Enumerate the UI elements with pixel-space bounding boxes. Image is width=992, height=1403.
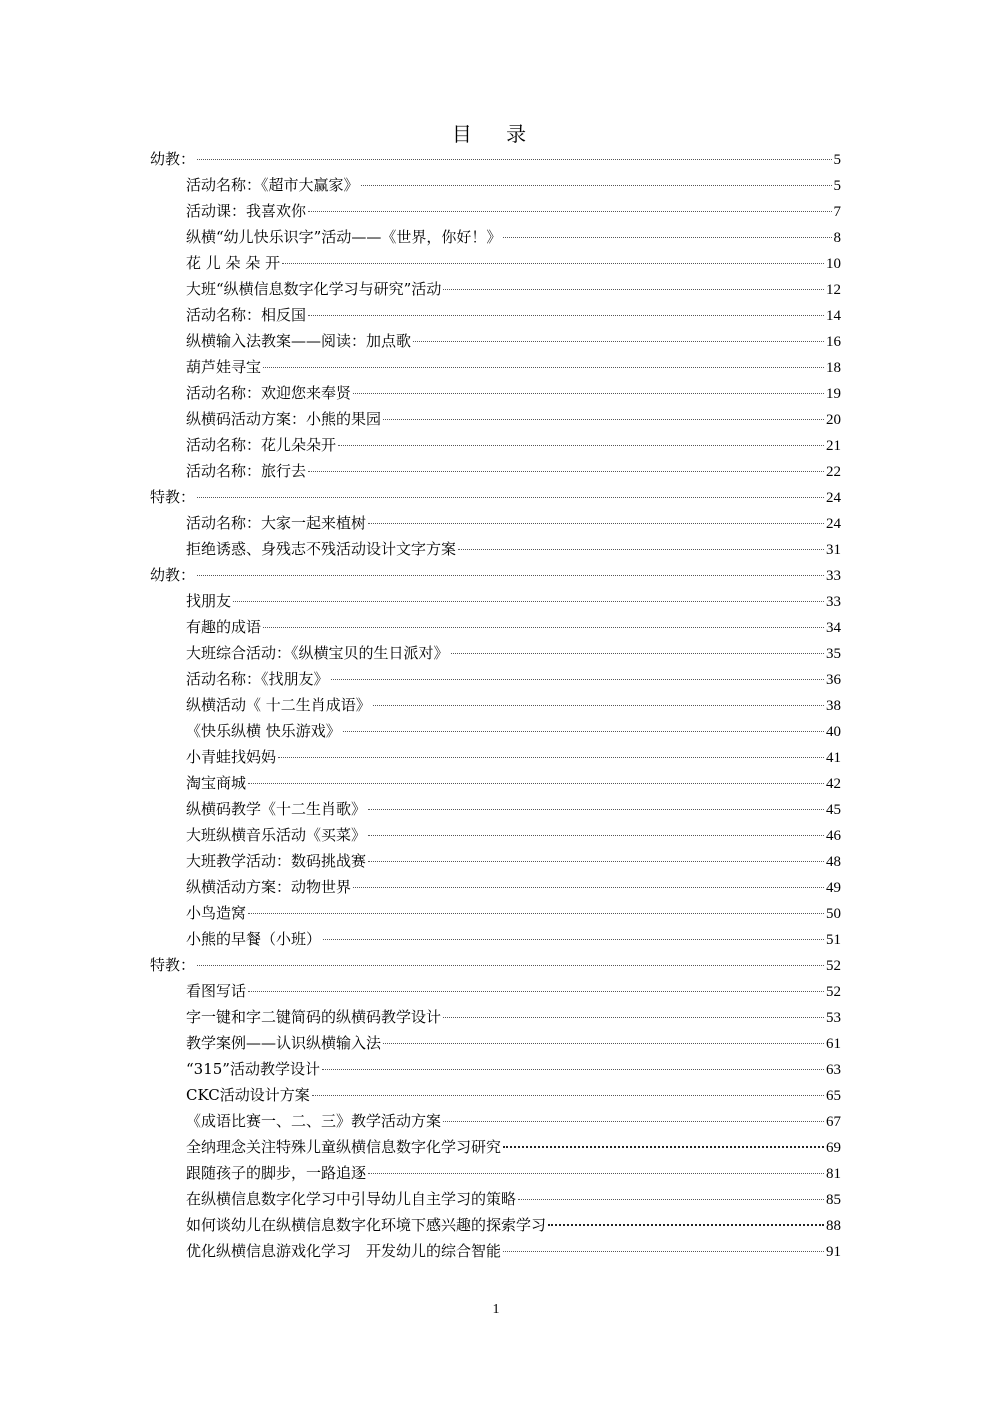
toc-entry-page: 88 bbox=[826, 1218, 841, 1234]
toc-entry[interactable] bbox=[150, 432, 841, 458]
toc-entry-page: 8 bbox=[833, 230, 841, 246]
toc-entry-text: 看图写话 bbox=[186, 982, 247, 1000]
toc-entry-page: 24 bbox=[826, 490, 841, 506]
toc-entry[interactable] bbox=[150, 302, 841, 328]
toc-dot-leader bbox=[368, 835, 824, 836]
toc-entry-text: 找朋友 bbox=[186, 592, 232, 610]
toc-entry-text: 《成语比赛一、二、三》教学活动方案 bbox=[186, 1112, 442, 1130]
toc-entry[interactable] bbox=[150, 848, 841, 874]
toc-entry[interactable] bbox=[150, 1030, 841, 1056]
toc-dot-leader bbox=[197, 497, 824, 498]
toc-dot-leader bbox=[197, 965, 824, 966]
toc-entry-text: 小熊的早餐（小班） bbox=[186, 930, 322, 948]
toc-entry[interactable] bbox=[150, 900, 841, 926]
toc-entry-page: 91 bbox=[826, 1244, 841, 1260]
toc-entry-page: 21 bbox=[826, 438, 841, 454]
toc-entry-text: 葫芦娃寻宝 bbox=[186, 358, 262, 376]
toc-section-heading[interactable] bbox=[150, 562, 841, 588]
toc-entry-page: 19 bbox=[826, 386, 841, 402]
toc-entry-text: 小鸟造窝 bbox=[186, 904, 247, 922]
toc-entry-text: 特教： bbox=[150, 488, 196, 506]
toc-dot-leader bbox=[443, 1017, 824, 1018]
toc-entry-text: 大班综合活动：《纵横宝贝的生日派对》 bbox=[186, 644, 449, 662]
toc-entry-page: 65 bbox=[826, 1088, 841, 1104]
toc-entry-text: 跟随孩子的脚步，一路追逐 bbox=[186, 1164, 367, 1182]
toc-entry-text: 活动名称：《超市大赢家》 bbox=[186, 176, 359, 194]
toc-dot-leader bbox=[322, 1069, 824, 1070]
toc-dot-leader bbox=[361, 185, 832, 186]
toc-dot-leader bbox=[248, 991, 824, 992]
toc-entry-page: 36 bbox=[826, 672, 841, 688]
toc-entry[interactable] bbox=[150, 588, 841, 614]
toc-entry[interactable] bbox=[150, 1212, 841, 1238]
toc-dot-leader bbox=[263, 367, 824, 368]
toc-entry-text: 活动名称：《找朋友》 bbox=[186, 670, 329, 688]
toc-entry-text: “315”活动教学设计 bbox=[186, 1060, 320, 1078]
toc-entry-page: 53 bbox=[826, 1010, 841, 1026]
toc-dot-leader bbox=[353, 393, 824, 394]
toc-entry-page: 42 bbox=[826, 776, 841, 792]
toc-entry-text: 字一键和字二键简码的纵横码教学设计 bbox=[186, 1008, 442, 1026]
toc-dot-leader bbox=[503, 237, 831, 238]
toc-dot-leader bbox=[278, 757, 824, 758]
toc-entry[interactable] bbox=[150, 1004, 841, 1030]
toc-entry[interactable] bbox=[150, 1186, 841, 1212]
toc-entry-page: 22 bbox=[826, 464, 841, 480]
toc-section-heading[interactable] bbox=[150, 484, 841, 510]
toc-dot-leader bbox=[197, 575, 824, 576]
toc-entry-text: 大班教学活动：数码挑战赛 bbox=[186, 852, 367, 870]
toc-dot-leader bbox=[197, 159, 831, 160]
toc-dot-leader bbox=[312, 1095, 824, 1096]
toc-dot-leader bbox=[263, 627, 824, 628]
toc-entry-page: 40 bbox=[826, 724, 841, 740]
toc-dot-leader bbox=[368, 861, 824, 862]
toc-entry-page: 50 bbox=[826, 906, 841, 922]
toc-entry-page: 85 bbox=[826, 1192, 841, 1208]
toc-entry[interactable] bbox=[150, 1160, 841, 1186]
toc-entry-page: 33 bbox=[826, 594, 841, 610]
toc-entry-page: 5 bbox=[833, 178, 841, 194]
toc-entry-page: 5 bbox=[833, 152, 841, 168]
toc-entry-text: 特教： bbox=[150, 956, 196, 974]
toc-entry[interactable] bbox=[150, 380, 841, 406]
toc-dot-leader bbox=[353, 887, 824, 888]
toc-entry-page: 20 bbox=[826, 412, 841, 428]
toc-entry-page: 33 bbox=[826, 568, 841, 584]
toc-entry[interactable] bbox=[150, 822, 841, 848]
toc-dot-leader bbox=[233, 601, 824, 602]
toc-entry-text: 纵横活动方案：动物世界 bbox=[186, 878, 352, 896]
toc-entry-page: 46 bbox=[826, 828, 841, 844]
toc-entry-page: 51 bbox=[826, 932, 841, 948]
page-number: 1 bbox=[492, 1302, 500, 1317]
toc-entry-page: 52 bbox=[826, 984, 841, 1000]
toc-entry[interactable] bbox=[150, 510, 841, 536]
toc-entry-page: 7 bbox=[833, 204, 841, 220]
toc-list bbox=[150, 146, 841, 1264]
toc-entry-text: 大班“纵横信息数字化学习与研究”活动 bbox=[186, 280, 442, 298]
toc-dot-leader bbox=[282, 263, 824, 264]
toc-entry[interactable] bbox=[150, 1108, 841, 1134]
toc-entry[interactable] bbox=[150, 1238, 841, 1264]
toc-entry-text: 大班纵横音乐活动《买菜》 bbox=[186, 826, 367, 844]
toc-entry[interactable] bbox=[150, 276, 841, 302]
toc-dot-leader bbox=[443, 289, 824, 290]
toc-entry-page: 16 bbox=[826, 334, 841, 350]
toc-dot-leader bbox=[518, 1199, 824, 1200]
toc-entry-page: 31 bbox=[826, 542, 841, 558]
toc-entry-text: 花 儿 朵 朵 开 bbox=[186, 254, 281, 272]
toc-dot-leader bbox=[248, 783, 824, 784]
toc-entry-text: 活动名称：大家一起来植树 bbox=[186, 514, 367, 532]
toc-entry-text: 如何谈幼儿在纵横信息数字化环境下感兴趣的探索学习 bbox=[186, 1216, 547, 1234]
toc-dot-leader bbox=[373, 705, 824, 706]
toc-entry-text: CKC活动设计方案 bbox=[186, 1086, 310, 1104]
toc-dot-leader bbox=[458, 549, 824, 550]
toc-entry-text: 有趣的成语 bbox=[186, 618, 262, 636]
toc-dot-leader bbox=[451, 653, 824, 654]
toc-dot-leader bbox=[368, 523, 824, 524]
toc-dot-leader bbox=[308, 211, 831, 212]
toc-entry-page: 45 bbox=[826, 802, 841, 818]
toc-entry-text: 纵横“幼儿快乐识字”活动——《世界，你好！》 bbox=[186, 228, 502, 246]
toc-entry-text: 幼教： bbox=[150, 150, 196, 168]
toc-entry-text: 在纵横信息数字化学习中引导幼儿自主学习的策略 bbox=[186, 1190, 517, 1208]
toc-dot-leader bbox=[308, 315, 824, 316]
toc-entry[interactable] bbox=[150, 328, 841, 354]
toc-entry-page: 49 bbox=[826, 880, 841, 896]
toc-entry-text: 优化纵横信息游戏化学习 开发幼儿的综合智能 bbox=[186, 1242, 502, 1260]
toc-entry-text: 拒绝诱惑、身残志不残活动设计文字方案 bbox=[186, 540, 457, 558]
toc-section-heading[interactable] bbox=[150, 146, 841, 172]
toc-entry-text: 全纳理念关注特殊儿童纵横信息数字化学习研究 bbox=[186, 1138, 502, 1156]
toc-entry[interactable] bbox=[150, 614, 841, 640]
toc-dot-leader bbox=[323, 939, 824, 940]
toc-entry[interactable] bbox=[150, 744, 841, 770]
toc-entry[interactable] bbox=[150, 172, 841, 198]
toc-dot-leader bbox=[413, 341, 824, 342]
toc-entry-page: 38 bbox=[826, 698, 841, 714]
toc-dot-leader bbox=[248, 913, 824, 914]
toc-entry[interactable] bbox=[150, 458, 841, 484]
toc-entry[interactable] bbox=[150, 354, 841, 380]
toc-entry-page: 10 bbox=[826, 256, 841, 272]
toc-dot-leader bbox=[331, 679, 824, 680]
toc-entry-page: 24 bbox=[826, 516, 841, 532]
toc-entry-page: 12 bbox=[826, 282, 841, 298]
toc-entry-text: 纵横码活动方案：小熊的果园 bbox=[186, 410, 382, 428]
toc-entry-text: 《快乐纵横 快乐游戏》 bbox=[186, 722, 341, 740]
toc-entry[interactable] bbox=[150, 250, 841, 276]
toc-entry[interactable] bbox=[150, 796, 841, 822]
toc-dot-leader bbox=[338, 445, 824, 446]
toc-entry[interactable] bbox=[150, 1134, 841, 1160]
toc-dot-leader bbox=[383, 419, 824, 420]
toc-entry[interactable] bbox=[150, 978, 841, 1004]
toc-entry-page: 63 bbox=[826, 1062, 841, 1078]
toc-entry-page: 14 bbox=[826, 308, 841, 324]
toc-entry-text: 纵横输入法教案——阅读：加点歌 bbox=[186, 332, 412, 350]
toc-entry[interactable] bbox=[150, 198, 841, 224]
toc-entry[interactable] bbox=[150, 718, 841, 744]
toc-dot-leader bbox=[548, 1224, 824, 1226]
toc-entry-page: 81 bbox=[826, 1166, 841, 1182]
toc-entry-text: 教学案例——认识纵横输入法 bbox=[186, 1034, 382, 1052]
toc-entry-page: 61 bbox=[826, 1036, 841, 1052]
toc-entry-page: 67 bbox=[826, 1114, 841, 1130]
toc-entry[interactable] bbox=[150, 926, 841, 952]
toc-entry-page: 34 bbox=[826, 620, 841, 636]
toc-entry[interactable] bbox=[150, 1082, 841, 1108]
toc-dot-leader bbox=[368, 1173, 824, 1174]
toc-entry-text: 活动名称：欢迎您来奉贤 bbox=[186, 384, 352, 402]
toc-entry[interactable] bbox=[150, 536, 841, 562]
toc-entry-text: 活动名称：相反国 bbox=[186, 306, 307, 324]
toc-title: 目 录 bbox=[451, 122, 541, 146]
toc-dot-leader bbox=[503, 1251, 824, 1252]
toc-entry[interactable] bbox=[150, 874, 841, 900]
toc-dot-leader bbox=[308, 471, 824, 472]
toc-section-heading[interactable] bbox=[150, 952, 841, 978]
toc-entry-page: 48 bbox=[826, 854, 841, 870]
toc-entry[interactable] bbox=[150, 224, 841, 250]
toc-entry-text: 活动课：我喜欢你 bbox=[186, 202, 307, 220]
toc-entry-page: 69 bbox=[826, 1140, 841, 1156]
toc-entry-text: 小青蛙找妈妈 bbox=[186, 748, 277, 766]
toc-dot-leader bbox=[383, 1043, 824, 1044]
toc-entry-text: 活动名称：旅行去 bbox=[186, 462, 307, 480]
toc-dot-leader bbox=[368, 809, 824, 810]
toc-entry[interactable] bbox=[150, 406, 841, 432]
toc-entry-text: 活动名称：花儿朵朵开 bbox=[186, 436, 337, 454]
toc-dot-leader bbox=[503, 1146, 824, 1148]
toc-entry[interactable] bbox=[150, 770, 841, 796]
toc-entry-page: 18 bbox=[826, 360, 841, 376]
toc-entry-text: 纵横码教学《十二生肖歌》 bbox=[186, 800, 367, 818]
toc-entry[interactable] bbox=[150, 640, 841, 666]
toc-entry-page: 35 bbox=[826, 646, 841, 662]
toc-entry-text: 纵横活动《 十二生肖成语》 bbox=[186, 696, 371, 714]
toc-entry-text: 幼教： bbox=[150, 566, 196, 584]
toc-entry[interactable] bbox=[150, 692, 841, 718]
toc-entry[interactable] bbox=[150, 666, 841, 692]
toc-dot-leader bbox=[443, 1121, 824, 1122]
toc-entry[interactable] bbox=[150, 1056, 841, 1082]
toc-entry-text: 淘宝商城 bbox=[186, 774, 247, 792]
toc-entry-page: 52 bbox=[826, 958, 841, 974]
toc-dot-leader bbox=[343, 731, 824, 732]
toc-entry-page: 41 bbox=[826, 750, 841, 766]
